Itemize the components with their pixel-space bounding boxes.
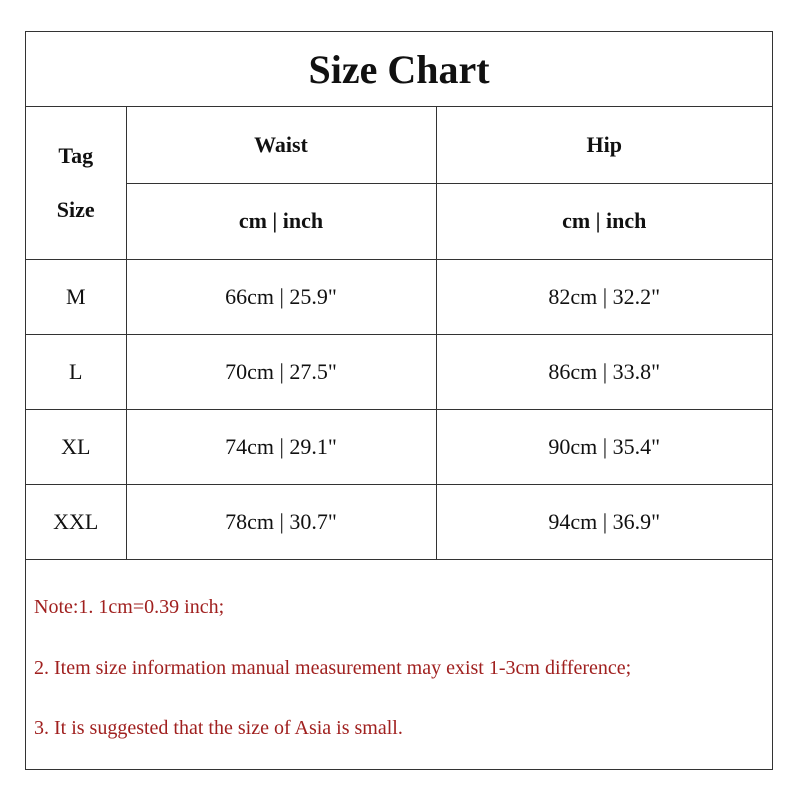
tag-size-header (26, 107, 126, 259)
waist-cell: 74cm | 29.1" (126, 409, 436, 484)
hip-cell: 82cm | 32.2" (436, 259, 772, 334)
waist-unit-header: cm | inch (126, 183, 436, 259)
hip-cell: 94cm | 36.9" (436, 484, 772, 559)
size-cell: L (26, 334, 126, 409)
size-cell: M (26, 259, 126, 334)
tag-label: Tag (58, 142, 94, 168)
table-unit-row (26, 183, 772, 259)
table-row (26, 334, 772, 409)
note-line-1: Note:1. 1cm=0.39 inch; (34, 596, 225, 618)
table-row (26, 484, 772, 559)
size-label: Size (56, 196, 95, 222)
hip-cell: 86cm | 33.8" (436, 334, 772, 409)
size-cell: XXL (26, 484, 126, 559)
hip-unit-header: cm | inch (436, 183, 772, 259)
note-line-2: 2. Item size information manual measurement may exist 1-3cm difference; (34, 657, 632, 679)
size-chart-frame (25, 31, 773, 770)
table-row (26, 409, 772, 484)
waist-cell: 70cm | 27.5" (126, 334, 436, 409)
chart-title: Size Chart (26, 32, 772, 107)
hip-cell: 90cm | 35.4" (436, 409, 772, 484)
waist-cell: 66cm | 25.9" (126, 259, 436, 334)
notes-section (26, 562, 772, 770)
note-line-3: 3. It is suggested that the size of Asia is small. (34, 717, 403, 739)
size-table (26, 107, 772, 560)
waist-cell: 78cm | 30.7" (126, 484, 436, 559)
table-header-row (26, 107, 772, 183)
size-cell: XL (26, 409, 126, 484)
table-row (26, 259, 772, 334)
hip-header: Hip (436, 107, 772, 183)
waist-header: Waist (126, 107, 436, 183)
